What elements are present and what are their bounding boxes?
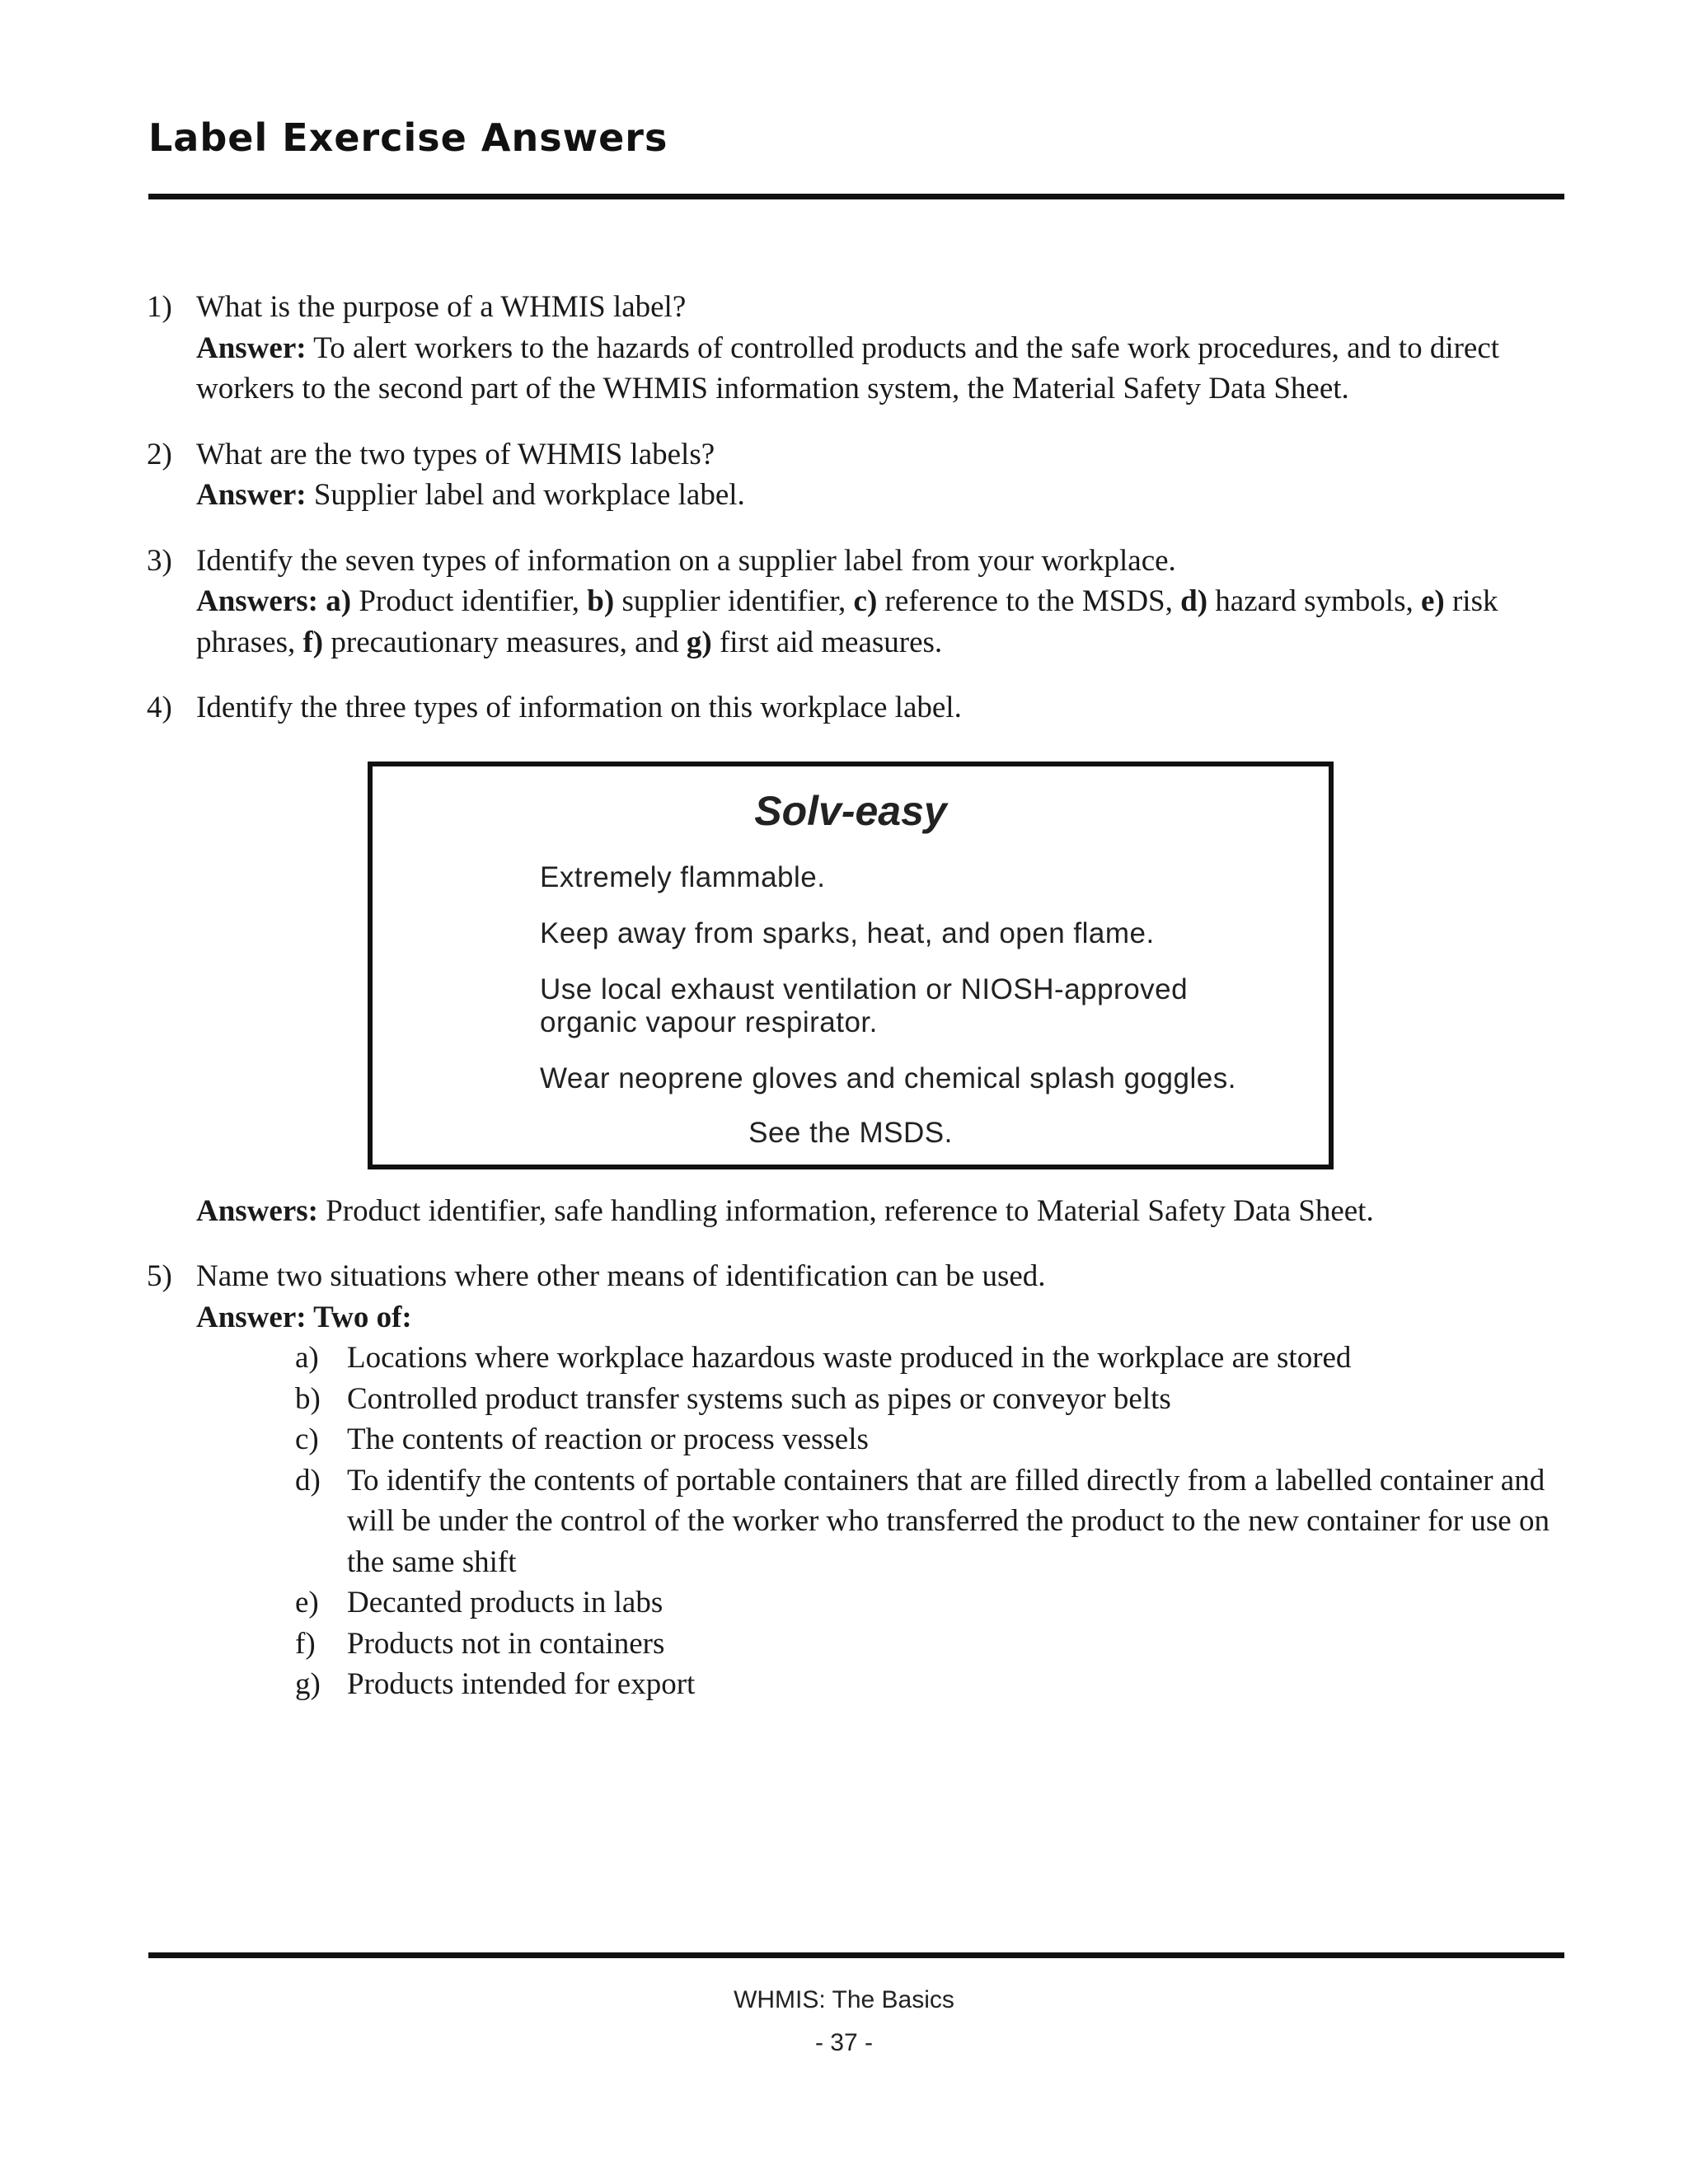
label-safe-handling: [540, 861, 1298, 1118]
label-msds-reference: See the MSDS.: [748, 1116, 953, 1149]
content: [147, 287, 1566, 1730]
answer-lead: Answers:: [196, 1193, 318, 1228]
list-letter: a): [295, 1341, 319, 1375]
question-4: [147, 687, 1566, 729]
answer: [196, 1297, 1566, 1338]
list-text: Locations where workplace hazardous waste produced in the workplace are stored: [347, 1341, 1352, 1375]
list-text: Controlled product transfer systems such as pipes or conveyor belts: [347, 1381, 1171, 1416]
situation-list: [295, 1338, 1566, 1705]
list-text: Decanted products in labs: [347, 1586, 663, 1619]
question-body: [196, 687, 1566, 729]
part-letter: d): [1180, 584, 1208, 618]
workplace-label: [368, 762, 1334, 1169]
answer-lead: Answer: Two of:: [196, 1300, 412, 1334]
label-line: Extremely flammable.: [540, 860, 826, 893]
list-text: Products intended for export: [347, 1667, 696, 1701]
question-number: 5): [147, 1259, 172, 1293]
part-text: first aid measures.: [711, 625, 943, 659]
list-item: [295, 1582, 1566, 1624]
list-text: Products not in containers: [347, 1626, 665, 1661]
part-text: precautionary measures, and: [323, 625, 687, 659]
part-letter: a): [326, 584, 352, 618]
question-number: 2): [147, 437, 172, 471]
label-line: Use local exhaust ventilation or NIOSH-approved organic vapour respirator.: [540, 972, 1189, 1038]
part-letter: b): [587, 584, 615, 618]
part-text: hazard symbols,: [1207, 584, 1421, 618]
part-text: risk phrases,: [196, 584, 1498, 659]
question-body: [196, 287, 1566, 410]
answer-text: To alert workers to the hazards of controlled products and the safe work procedures, and to direct workers to the second part of the WHMIS information system, the Material Safety Data Sheet.: [196, 330, 1500, 405]
label-line: Wear neoprene gloves and chemical splash goggles.: [540, 1062, 1236, 1094]
answer: [196, 328, 1566, 410]
list-item: [295, 1624, 1566, 1665]
question-body: [196, 1256, 1566, 1705]
list-letter: g): [295, 1667, 321, 1701]
label-product-identifier: Solv-easy: [754, 787, 947, 834]
answer: [147, 1191, 1566, 1232]
question-3: [147, 541, 1566, 663]
question-text: Name two situations where other means of identification can be used.: [196, 1259, 1046, 1293]
footer-title: WHMIS: The Basics: [734, 1986, 954, 2013]
question-number: 4): [147, 691, 172, 724]
question-text: Identify the three types of information on this workplace label.: [196, 691, 962, 724]
question-text: Identify the seven types of information on a supplier label from your workplace.: [196, 543, 1176, 578]
question-1: [147, 287, 1566, 410]
list-item: [295, 1338, 1566, 1379]
question-number: 3): [147, 543, 172, 578]
part-text: supplier identifier,: [614, 584, 854, 618]
list-item: [295, 1379, 1566, 1420]
answer: [196, 581, 1566, 663]
part-letter: e): [1420, 584, 1445, 618]
list-letter: b): [295, 1381, 321, 1416]
part-letter: c): [853, 584, 878, 618]
list-letter: f): [295, 1626, 316, 1661]
list-item: [295, 1664, 1566, 1705]
part-letter: f): [302, 625, 324, 659]
list-item: [295, 1419, 1566, 1460]
part-letter: g): [686, 625, 712, 659]
answer: [196, 475, 1566, 516]
list-letter: e): [295, 1586, 319, 1619]
answer-lead: Answer:: [196, 330, 307, 365]
question-number: 1): [147, 290, 172, 324]
question-body: [196, 541, 1566, 663]
question-text: What are the two types of WHMIS labels?: [196, 437, 715, 471]
label-line: Keep away from sparks, heat, and open flame.: [540, 916, 1155, 949]
part-text: reference to the MSDS,: [877, 584, 1181, 618]
part-text: Product identifier,: [351, 584, 588, 618]
question-text: What is the purpose of a WHMIS label?: [196, 290, 687, 324]
list-letter: d): [295, 1463, 321, 1497]
list-item: [295, 1460, 1566, 1583]
header-rule: [148, 194, 1564, 199]
answer-lead: Answers:: [196, 584, 318, 618]
list-text: The contents of reaction or process vessels: [347, 1422, 869, 1456]
page-title: Label Exercise Answers: [148, 115, 668, 160]
question-body: [196, 434, 1566, 516]
question-2: [147, 434, 1566, 516]
answer-lead: Answer:: [196, 478, 307, 512]
footer-rule: [148, 1952, 1564, 1958]
answer-text: Supplier label and workplace label.: [306, 478, 745, 512]
page-number: - 37 -: [814, 2029, 874, 2056]
question-5: [147, 1256, 1566, 1705]
answer-text: Product identifier, safe handling information, reference to Material Safety Data Sheet.: [317, 1193, 1374, 1228]
list-letter: c): [295, 1422, 319, 1456]
list-text: To identify the contents of portable containers that are filled directly from a labelled container and will be under the control of the worker who transferred the product to the new container for use on the same shift: [347, 1463, 1550, 1579]
